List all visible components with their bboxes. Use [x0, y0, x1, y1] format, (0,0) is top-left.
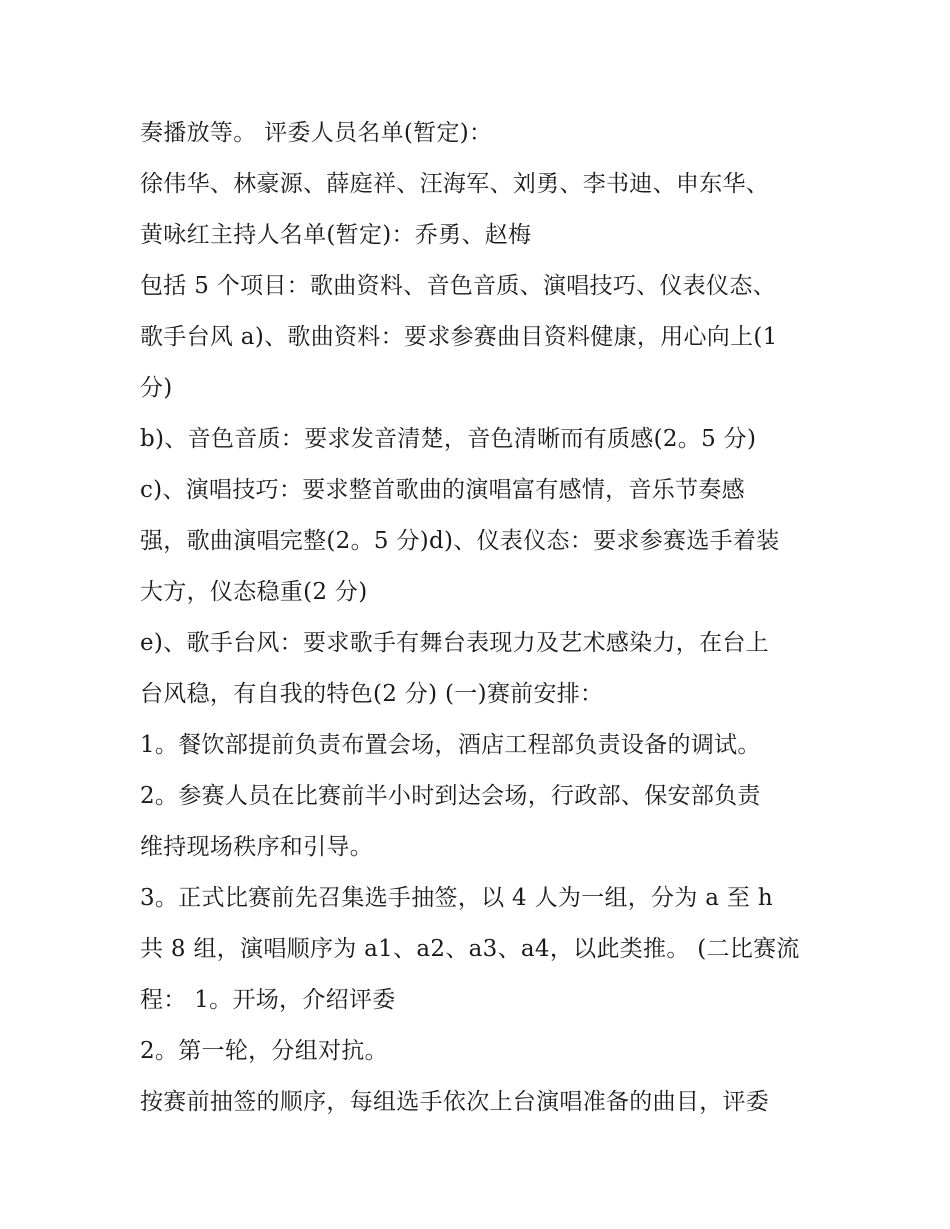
text-line: b)、音色音质：要求发音清楚，音色清晰而有质感(2。5 分)	[140, 426, 757, 452]
text-line: 分)	[140, 375, 173, 401]
body-text	[140, 108, 840, 1128]
text-line: 徐伟华、林豪源、薛庭祥、汪海军、刘勇、李书迪、申东华、	[140, 171, 770, 197]
text-line: 程： 1。开场，介绍评委	[140, 987, 396, 1013]
text-line: 共 8 组，演唱顺序为 a1、a2、a3、a4，以此类推。 (二比赛流	[140, 936, 800, 962]
text-line: 1。餐饮部提前负责布置会场，酒店工程部负责设备的调试。	[140, 732, 761, 758]
text-line: 按赛前抽签的顺序，每组选手依次上台演唱准备的曲目，评委	[140, 1089, 770, 1115]
text-line: 奏播放等。 评委人员名单(暂定)：	[140, 120, 493, 146]
text-line: e)、歌手台风：要求歌手有舞台表现力及艺术感染力，在台上	[140, 630, 769, 656]
text-line: 2。第一轮，分组对抗。	[140, 1038, 388, 1064]
text-line: 歌手台风 a)、歌曲资料：要求参赛曲目资料健康，用心向上(1	[140, 324, 778, 350]
text-line: 台风稳，有自我的特色(2 分) (一)赛前安排：	[140, 681, 604, 707]
text-line: 3。正式比赛前先召集选手抽签，以 4 人为一组，分为 a 至 h	[140, 885, 773, 911]
text-line: 2。参赛人员在比赛前半小时到达会场，行政部、保安部负责	[140, 783, 761, 809]
text-line: 包括 5 个项目：歌曲资料、音色音质、演唱技巧、仪表仪态、	[140, 273, 776, 299]
text-line: 黄咏红主持人名单(暂定)：乔勇、赵梅	[140, 222, 532, 248]
text-line: 维持现场秩序和引导。	[140, 834, 373, 860]
text-line: 大方，仪态稳重(2 分)	[140, 579, 368, 605]
text-line: c)、演唱技巧：要求整首歌曲的演唱富有感情，音乐节奏感	[140, 477, 745, 503]
text-line: 强，歌曲演唱完整(2。5 分)d)、仪表仪态：要求参赛选手着装	[140, 528, 780, 554]
